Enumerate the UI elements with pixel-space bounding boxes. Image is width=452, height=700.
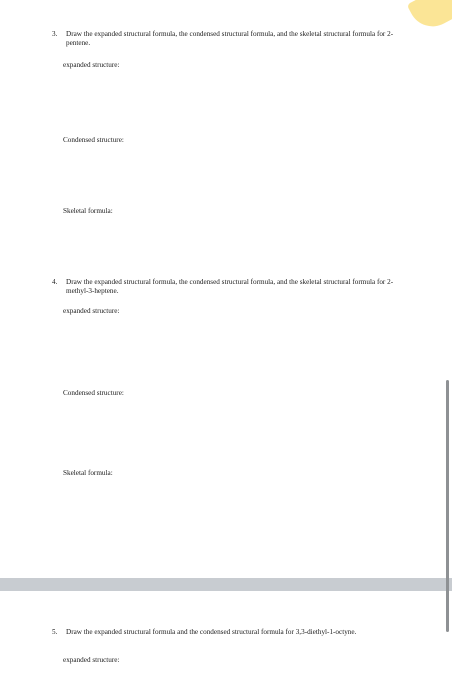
- page-separator: [0, 578, 452, 591]
- question-4-prompt: Draw the expanded structural formula, the condensed structural formula, and the skeletal structural formula for 2-methyl-3-heptene.: [66, 278, 394, 295]
- question-3-condensed-label: Condensed structure:: [63, 136, 124, 144]
- question-5-number: 5.: [52, 628, 58, 636]
- document-page-2: [0, 591, 452, 700]
- question-4-condensed-label: Condensed structure:: [63, 389, 124, 397]
- question-3-skeletal-label: Skeletal formula:: [63, 207, 113, 215]
- question-4-number: 4.: [52, 278, 58, 286]
- question-5-prompt: Draw the expanded structural formula and the condensed structural formula for 3,3-diethyl-1-octyne.: [66, 628, 357, 636]
- question-4-expanded-label: expanded structure:: [63, 307, 120, 315]
- question-4-skeletal-label: Skeletal formula:: [63, 469, 113, 477]
- question-3: [52, 30, 397, 47]
- question-3-expanded-label: expanded structure:: [63, 61, 120, 69]
- question-3-prompt: Draw the expanded structural formula, the condensed structural formula, and the skeletal structural formula for 2-pentene.: [66, 30, 394, 47]
- scrollbar-thumb[interactable]: [446, 380, 449, 632]
- question-3-number: 3.: [52, 30, 58, 38]
- question-5-expanded-label: expanded structure:: [63, 656, 120, 664]
- question-4: [52, 278, 397, 295]
- question-5: [52, 628, 397, 637]
- vertical-scrollbar[interactable]: [444, 0, 452, 700]
